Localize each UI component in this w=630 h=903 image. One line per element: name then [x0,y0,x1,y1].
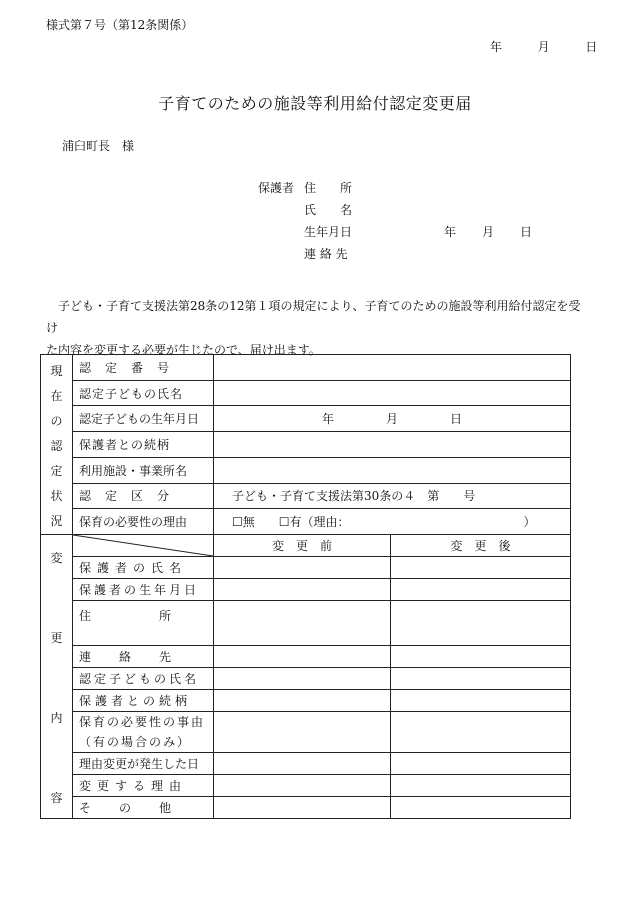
guardian-dob-before[interactable] [214,579,391,601]
address-label: 住 所 [304,181,353,195]
page-title: 子育てのための施設等利用給付認定変更届 [158,94,472,113]
child-name-change-label: 認定子どもの氏名 [73,668,214,690]
child-name-label: 認定子どもの氏名 [73,380,214,406]
dob-date: 年 月 日 [444,225,533,239]
other-after[interactable] [391,797,571,819]
cert-number-field[interactable] [214,355,571,381]
facility-name-label: 利用施設・事業所名 [73,457,214,483]
addressee: 浦臼町長 様 [62,139,135,153]
relationship-change-label: 保護者との続柄 [73,690,214,712]
guardian-header: 保護者 [258,181,295,195]
relationship-label: 保護者との続柄 [73,432,214,458]
child-name-after[interactable] [391,668,571,690]
change-reason-label: 変更する理由 [73,775,214,797]
childcare-reason-change-label: 保育の必要性の事由 （有の場合のみ） [73,712,214,753]
contact-after[interactable] [391,646,571,668]
after-change-header: 変 更 後 [391,535,571,557]
address-after[interactable] [391,601,571,646]
guardian-dob-label: 保護者の生年月日 [73,579,214,601]
guardian-name-after[interactable] [391,557,571,579]
address-row-label: 住 所 [73,601,214,646]
change-form-table [40,354,571,819]
change-reason-after[interactable] [391,775,571,797]
submission-date [490,38,597,55]
facility-name-field[interactable] [214,457,571,483]
diagonal-header-cell [73,535,214,557]
contact-label: 連 絡 先 [304,247,348,261]
other-before[interactable] [214,797,391,819]
guardian-info [258,177,548,265]
body-text-line-1: 子ども・子育て支援法第28条の12第１項の規定により、子育てのための施設等利用給付認定を受け [46,299,581,335]
childcare-reason-before[interactable] [214,712,391,753]
month-label: 月 [537,40,550,54]
relationship-after[interactable] [391,690,571,712]
childcare-reason-after[interactable] [391,712,571,753]
change-details-side-label: 変 更 内 容 [41,535,73,819]
cert-category-label: 認 定 区 分 [73,483,214,509]
cert-category-value: 子ども・子育て支援法第30条の４ 第 号 [214,483,571,509]
dob-label: 生年月日 [304,225,353,239]
body-text-line-2: た内容を変更する必要が生じたので、届け出ます。 [46,343,321,357]
other-label: そ の 他 [73,797,214,819]
guardian-name-before[interactable] [214,557,391,579]
year-label: 年 [490,40,503,54]
contact-before[interactable] [214,646,391,668]
before-change-header: 変 更 前 [214,535,391,557]
change-date-label: 理由変更が発生した日 [73,753,214,775]
cert-number-label: 認 定 番 号 [73,355,214,381]
contact-row-label: 連 絡 先 [73,646,214,668]
current-status-side-label: 現 在 の 認 定 状 況 [41,355,73,535]
childcare-reason-checkboxes[interactable]: ☐無 ☐有（理由： ） [214,509,571,535]
form-number: 様式第７号（第12条関係） [46,18,194,32]
change-date-after[interactable] [391,753,571,775]
child-name-before[interactable] [214,668,391,690]
child-dob-field[interactable]: 年 月 日 [214,406,571,432]
relationship-field[interactable] [214,432,571,458]
guardian-name-label: 保護者の氏名 [73,557,214,579]
guardian-dob-after[interactable] [391,579,571,601]
child-dob-label: 認定子どもの生年月日 [73,406,214,432]
body-text [46,295,584,361]
day-label: 日 [585,40,598,54]
change-reason-before[interactable] [214,775,391,797]
address-before[interactable] [214,601,391,646]
relationship-before[interactable] [214,690,391,712]
name-label: 氏 名 [304,203,353,217]
diagonal-line [73,535,213,556]
child-name-field[interactable] [214,380,571,406]
change-date-before[interactable] [214,753,391,775]
childcare-reason-label: 保育の必要性の理由 [73,509,214,535]
